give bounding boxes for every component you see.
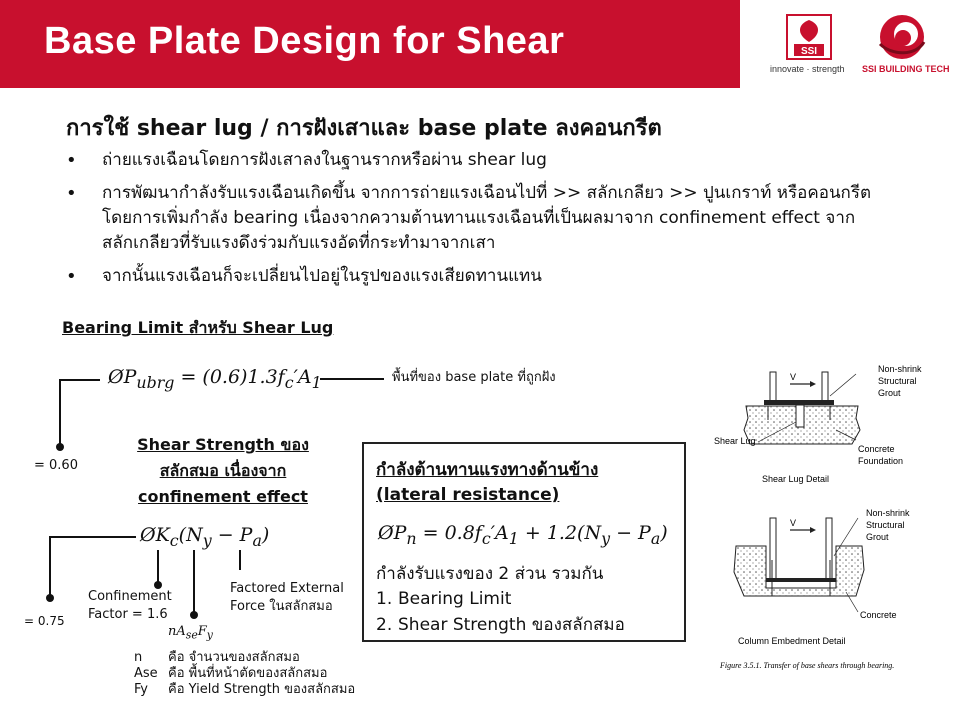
svg-text:Column Embedment Detail: Column Embedment Detail (738, 636, 846, 646)
list-item: 1. Bearing Limit (376, 589, 512, 609)
bullet-item: • จากนั้นแรงเฉือนก็จะเปลี่ยนไปอยู่ในรูปของแรงเสียดทานแทน (60, 264, 900, 289)
bearing-area-note: พื้นที่ของ base plate ที่ถูกฝัง (392, 370, 556, 385)
svg-text:Grout: Grout (866, 532, 889, 542)
svg-text:Shear Lug Detail: Shear Lug Detail (762, 474, 830, 484)
svg-text:V: V (790, 372, 797, 382)
bullet-item: • การพัฒนากำลังรับแรงเฉือนเกิดขึ้น จากการถ่ายแรงเฉือนไปที่ >> สลักเกลียว >> ปูนเกราท์ หรือคอนกรีต โดยการเพิ่มกำลัง bearing เนื่องจากความต้านทานแรงเฉือนที่เป็นผลมาจาก confinement effect จากสลักเกลียวที่รับแรงดึงร่วมกับแรงอัดที่กระทำมาจากเสา (60, 181, 900, 256)
column-embedment-detail-drawing (734, 508, 910, 646)
svg-text:Shear Lug: Shear Lug (714, 436, 756, 446)
ssi-logo-text: SSI (800, 46, 818, 57)
definition-row: Ase คือ พื้นที่หน้าตัดของสลักสมอ (134, 666, 328, 681)
building-tech-logo-icon (872, 12, 932, 62)
shear-lug-detail-drawing (714, 364, 922, 484)
svg-text:Structural: Structural (878, 376, 917, 386)
bearing-equation: $ØP_{ubrg} = (0.6)1.3f_c'A_1$ (108, 366, 322, 392)
confinement-factor-label: Confinement Factor = 1.6 (88, 589, 172, 622)
ssi-tagline: innovate · strength (770, 64, 845, 74)
lateral-resistance-box (362, 442, 686, 642)
shear-transfer-figure (706, 360, 950, 678)
list-item: 2. Shear Strength ของสลักสมอ (376, 615, 625, 635)
page-title: Base Plate Design for Shear (44, 20, 565, 62)
definition-row: n คือ จำนวนของสลักสมอ (134, 650, 300, 665)
bearing-limit-title: Bearing Limit สำหรับ Shear Lug (62, 318, 334, 337)
anchor-shear-equation: $ØK_c(N_y - P_a)$ (140, 524, 270, 550)
svg-text:Concrete: Concrete (858, 444, 895, 454)
bullet-item: • ถ่ายแรงเฉือนโดยการฝังเสาลงในฐานรากหรือผ่าน shear lug (60, 148, 900, 173)
svg-text:V: V (790, 518, 797, 528)
lateral-components-list (376, 586, 625, 638)
lateral-title: กำลังต้านทานแรงทางด้านข้าง (lateral resistance) (376, 460, 599, 505)
svg-text:Non-shrink: Non-shrink (878, 364, 922, 374)
figure-caption: Figure 3.5.1. Transfer of base shears through bearing. (720, 661, 895, 670)
nase-fy-label: $nA_{se}F_y$ (168, 624, 213, 642)
definitions-list (134, 650, 355, 698)
bullet-list (60, 148, 900, 297)
title-bar (0, 0, 740, 88)
svg-text:Non-shrink: Non-shrink (866, 508, 910, 518)
ssi-logo-icon (786, 14, 832, 60)
factored-force-label: Factored External Force ในสลักสมอ (230, 581, 344, 614)
svg-text:Foundation: Foundation (858, 456, 904, 466)
section-subtitle: การใช้ shear lug / การฝังเสาและ base plate ลงคอนกรีต (66, 116, 662, 141)
svg-text:Structural: Structural (866, 520, 905, 530)
lateral-summary: กำลังรับแรงของ 2 ส่วน รวมกัน (376, 564, 604, 584)
svg-text:Concrete: Concrete (860, 610, 897, 620)
building-tech-text: SSI BUILDING TECH (862, 64, 950, 74)
phi-bearing-label: = 0.60 (34, 458, 78, 473)
svg-text:Grout: Grout (878, 388, 901, 398)
definition-row: Fy คือ Yield Strength ของสลักสมอ (134, 682, 356, 697)
shear-strength-title: Shear Strength ของ สลักสมอ เนื่องจาก confinement effect (137, 435, 309, 506)
phi-anchor-label: = 0.75 (24, 614, 65, 628)
lateral-equation: $ØP_n = 0.8f_c'A_1 + 1.2(N_y - P_a)$ (378, 522, 668, 548)
